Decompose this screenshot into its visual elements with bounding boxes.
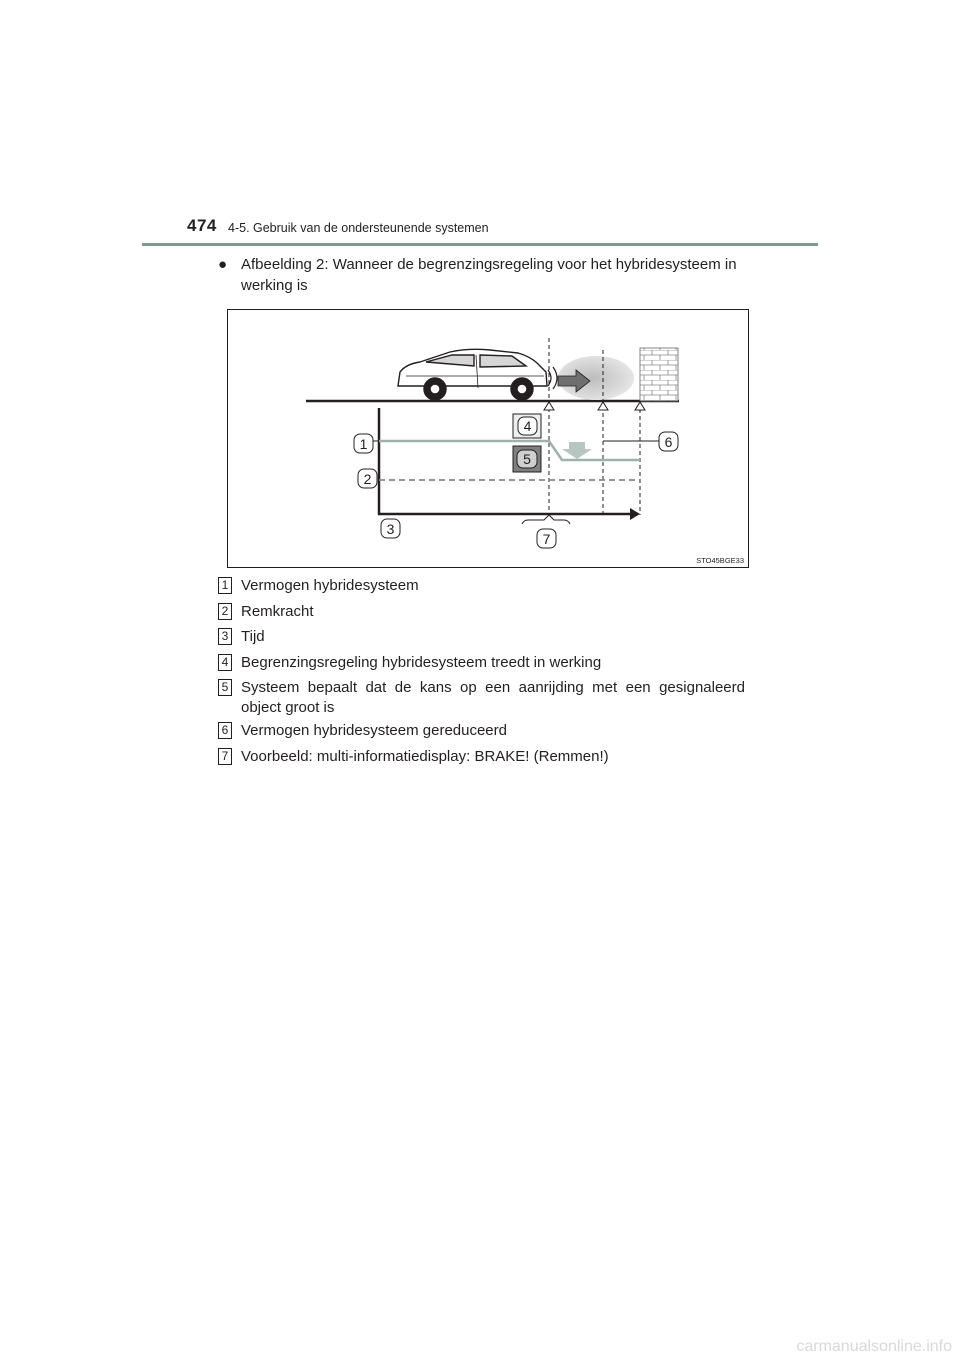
legend-number: 2 <box>218 603 232 620</box>
callout-5 <box>513 446 541 472</box>
header-divider <box>142 243 818 246</box>
callout-4 <box>513 414 541 438</box>
legend-text: Tijd <box>241 628 265 645</box>
legend-text: Systeem bepaalt dat de kans op een aanrijding met een gesignaleerd object groot is <box>241 679 745 716</box>
legend-text: Remkracht <box>241 603 314 620</box>
callout-7 <box>537 529 556 548</box>
car-illustration <box>398 349 557 400</box>
legend-text: Vermogen hybridesysteem gereduceerd <box>241 722 507 739</box>
legend-number: 6 <box>218 722 232 739</box>
legend-text: Vermogen hybridesysteem <box>241 577 419 594</box>
callout-1 <box>354 434 373 453</box>
watermark: carmanualsonline.info <box>796 1338 952 1355</box>
callout-3 <box>381 519 400 538</box>
marker-triangles <box>544 402 645 410</box>
svg-text:3: 3 <box>386 521 395 537</box>
page-number: 474 <box>187 216 217 235</box>
legend-text: Voorbeeld: multi-informatiedisplay: BRAKE! (Remmen!) <box>241 748 609 765</box>
legend-number: 7 <box>218 748 232 765</box>
svg-text:2: 2 <box>363 471 372 487</box>
svg-text:5: 5 <box>523 451 531 467</box>
range-bracket <box>522 515 570 524</box>
svg-text:6: 6 <box>664 434 673 450</box>
callout-6 <box>603 432 678 451</box>
legend-text: Begrenzingsregeling hybridesysteem treedt in werking <box>241 654 602 671</box>
bullet-icon: ● <box>218 256 228 273</box>
svg-text:7: 7 <box>542 531 551 547</box>
legend-number: 5 <box>218 679 232 696</box>
legend-number: 1 <box>218 577 232 594</box>
section-title: 4-5. Gebruik van de ondersteunende systemen <box>228 221 489 235</box>
svg-text:1: 1 <box>359 436 368 452</box>
diagram-svg <box>228 310 750 569</box>
wall-illustration <box>640 348 678 401</box>
figure-code: STO45BGE33 <box>696 556 744 565</box>
hybrid-power-line <box>379 441 640 460</box>
reduction-arrow-icon <box>562 442 592 459</box>
svg-text:4: 4 <box>523 418 532 434</box>
callout-2 <box>358 469 377 488</box>
diagram-figure <box>227 309 749 568</box>
legend-number: 3 <box>218 628 232 645</box>
caption-text: Afbeelding 2: Wanneer de begrenzingsregeling voor het hybridesysteem in werking is <box>241 256 737 294</box>
legend-number: 4 <box>218 654 232 671</box>
